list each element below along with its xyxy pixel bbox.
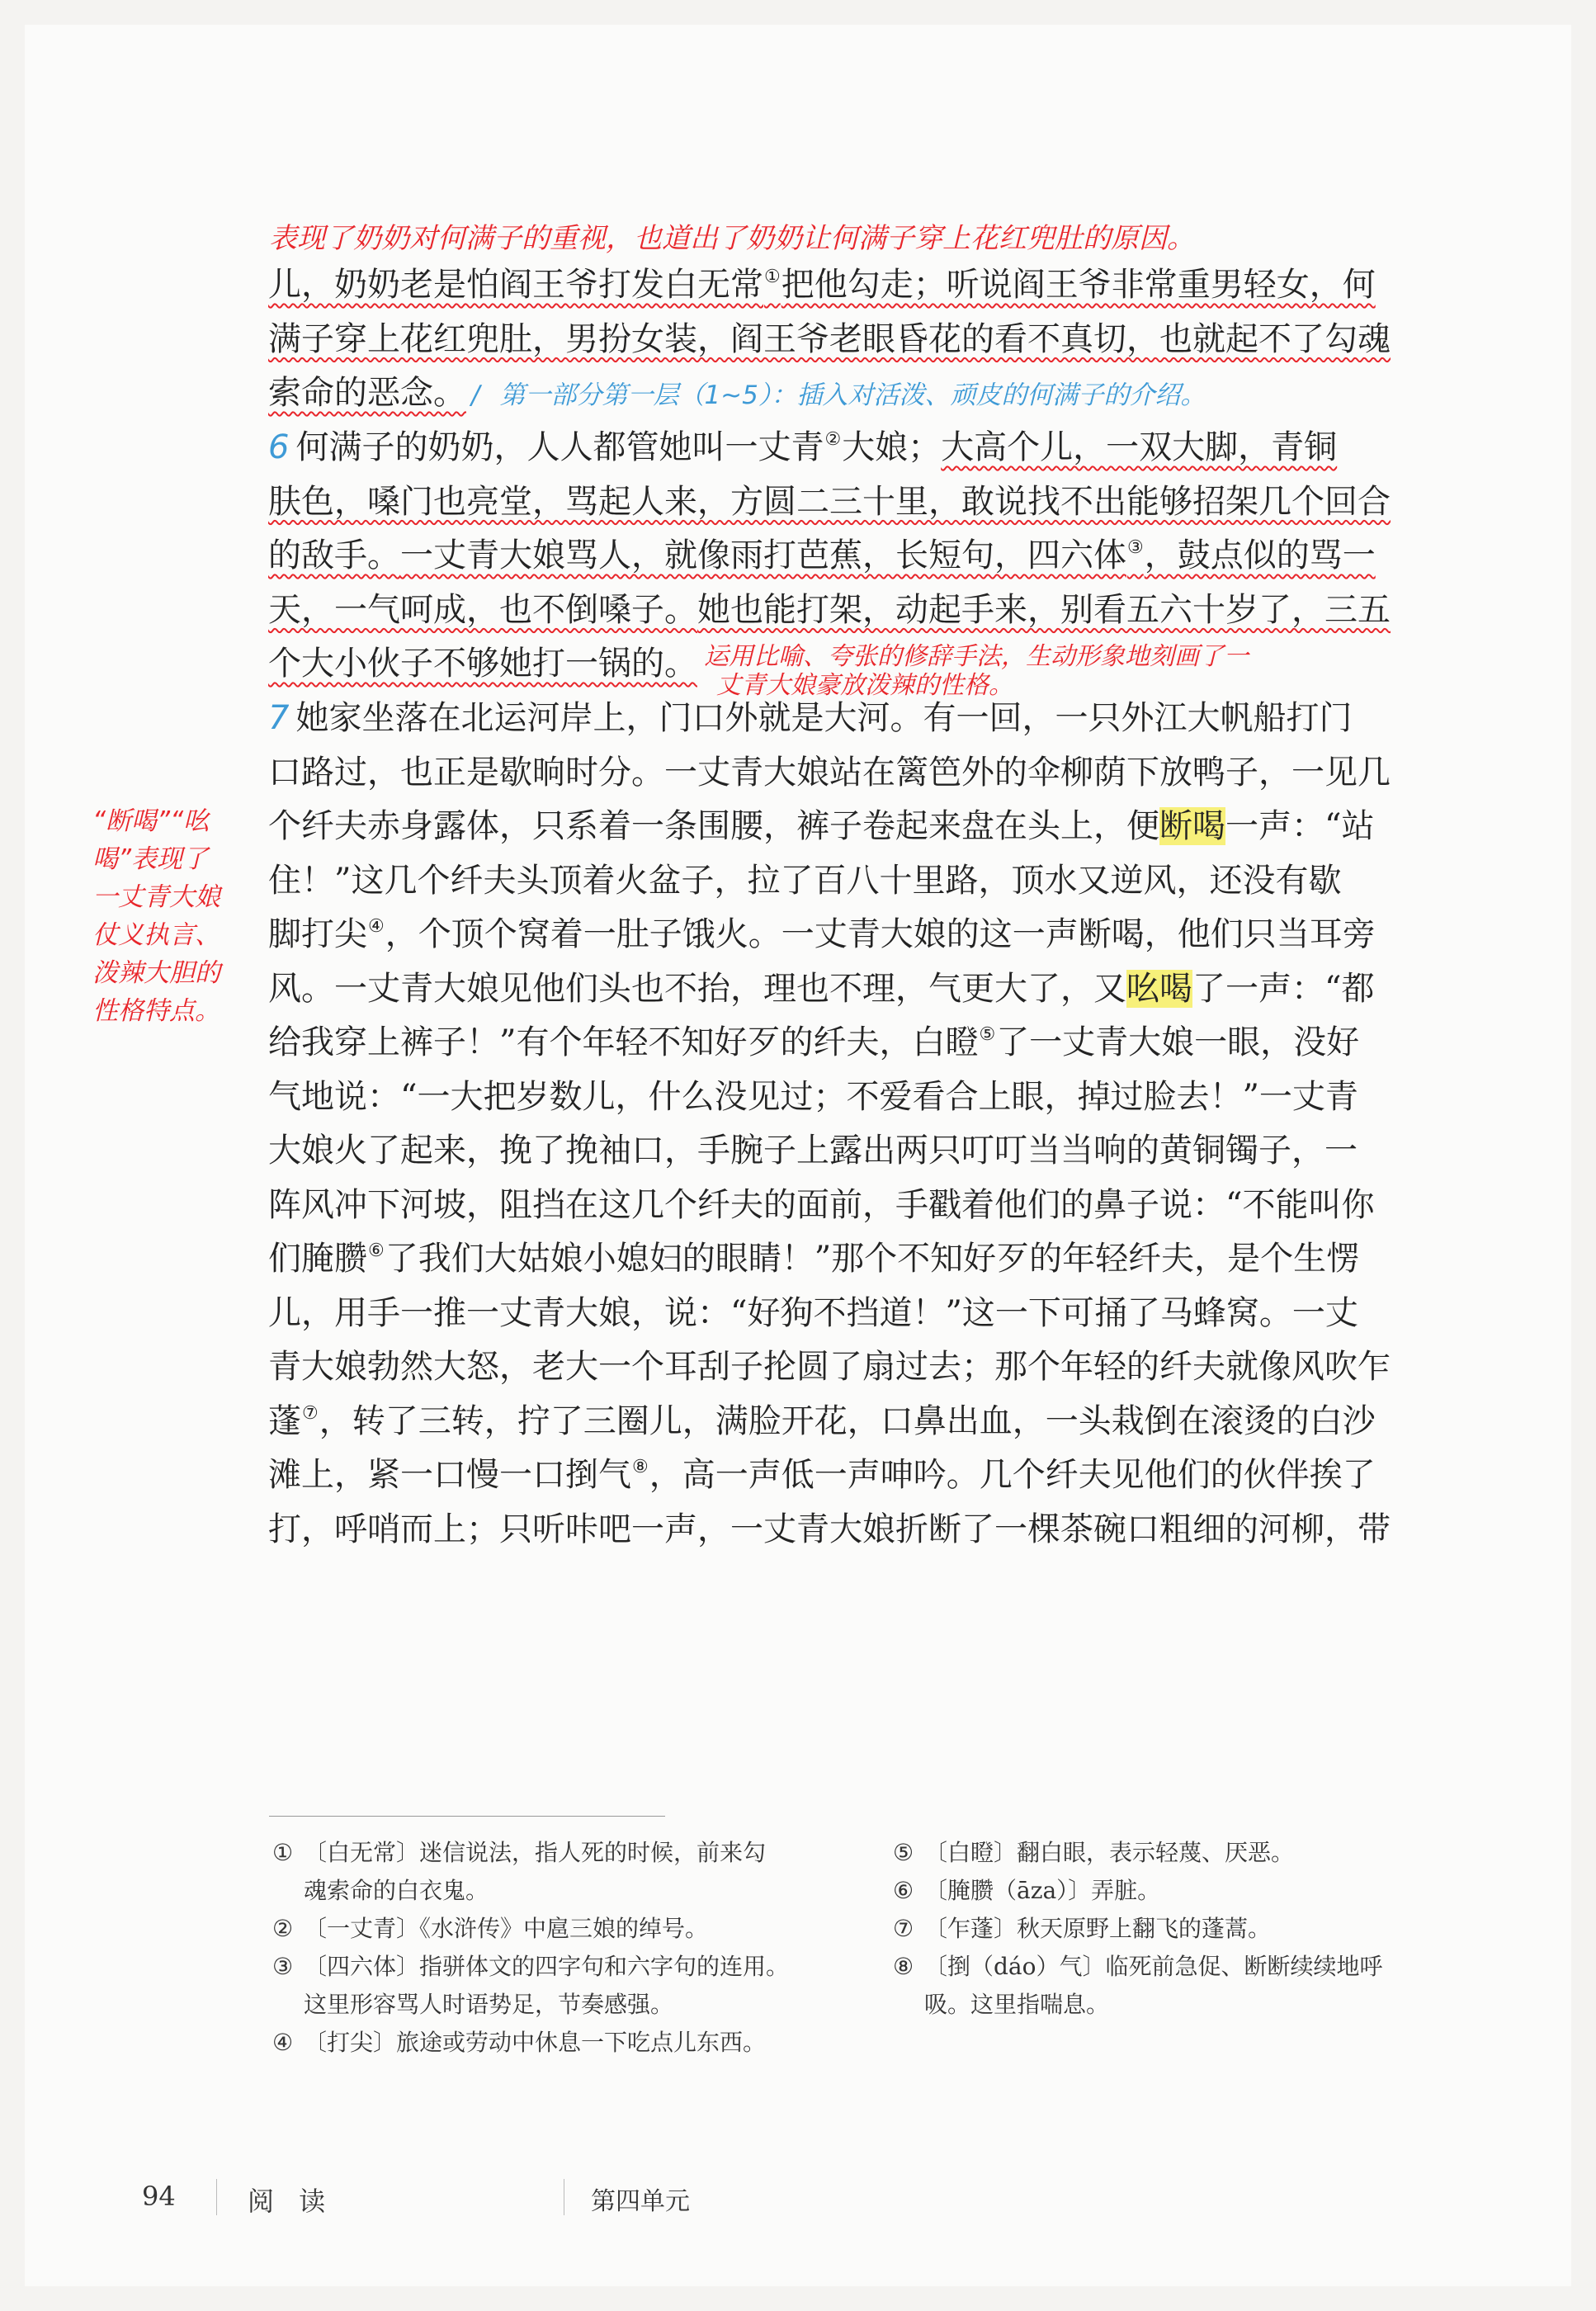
footnotes-left <box>272 1834 866 2062</box>
footnotes-right <box>893 1834 1471 2024</box>
footnote-8: ⑧ 〔捯（dáo）气〕临死前急促、断断续续地呼 吸。这里指喘息。 <box>893 1953 1383 2018</box>
highlight-yaohe: 吆喝 <box>1126 969 1192 1008</box>
footnote-5: ⑤ 〔白瞪〕翻白眼，表示轻蔑、厌恶。 <box>893 1839 1295 1866</box>
part-summary-annotation: 第一部分第一层（1~5）：插入对活泼、顽皮的何满子的介绍。 <box>499 380 1206 410</box>
paragraph-number: 6 <box>268 428 290 466</box>
paragraph-5: 儿，奶奶老是怕阎王爷打发白无常①把他勾走；听说阎王爷非常重男轻女，何 满子穿上花红兜肚，男扮女装，阎王爷老眼昏花的看不真切，也就起不了勾魂 索命的恶念。 / 第一部分第一层（1~5）：插入对活泼、顽皮的何满子的介绍。 <box>268 266 1391 412</box>
page-number: 94 <box>142 2181 176 2212</box>
rhetoric-annotation: 运用比喻、夸张的修辞手法，生动形象地刻画了一 <box>704 642 1249 671</box>
footnote-7: ⑦ 〔乍蓬〕秋天原野上翻飞的蓬蒿。 <box>893 1915 1272 1942</box>
footnote-divider <box>269 1816 665 1817</box>
section-label: 阅 读 <box>248 2186 334 2217</box>
rhetoric-annotation-continued: 丈青大娘豪放泼辣的性格。 <box>716 671 1013 700</box>
top-annotation: 表现了奶奶对何满子的重视，也道出了奶奶让何满子穿上花红兜肚的原因。 <box>269 222 1195 255</box>
footnote-6: ⑥ 〔腌臜（āza）〕弄脏。 <box>893 1877 1161 1904</box>
paragraph-number: 7 <box>268 699 290 737</box>
paragraph-6: 6 何满子的奶奶，人人都管她叫一丈青②大娘；大高个儿，一双大脚，青铜 肤色，嗓门也亮堂，骂起人来，方圆二三十里，敢说找不出能够招架几个回合 的敌手。一丈青大娘骂人，就像雨打芭蕉，长短句，四六体③，鼓点似的骂一 天，一气呵成，也不倒嗓子。她也能打架，动起手来，别看五六十岁了，三五 个大小伙子不够她打一锅的。 $^{运用比喻、夸张的修辞手法,生动形象地刻画了一}$ <box>268 428 1391 683</box>
footnote-4: ④ 〔打尖〕旅途或劳动中休息一下吃点儿东西。 <box>272 2029 767 2056</box>
footer-separator <box>216 2179 217 2215</box>
unit-label: 第四单元 <box>591 2187 690 2216</box>
paragraph-7: 7 她家坐落在北运河岸上，门口外就是大河。有一回，一只外江大帆船打门 口路过，也正是歇晌时分。一丈青大娘站在篱笆外的伞柳荫下放鸭子，一见几 个纤夫赤身露体，只系着一条围腰，裤子卷起来盘在头上，便断喝一声：“站 住！”这几个纤夫头顶着火盆子，拉了百八十里路，顶水又逆风，还没有歇 脚打尖④，个顶个窝着一肚子饿火。一丈青大娘的这一声断喝，他们只当耳旁 风。一丈青大娘见他们头也不抬，理也不理，气更大了，又吆喝了一声：“都 给我穿上裤子！”有个年轻不知好歹的纤夫，白瞪⑤了一丈青大娘一眼，没好 气地说：“一大把岁数儿，什么没见过；不爱看合上眼，掉过脸去！”一丈青 大娘火了起来，挽了挽袖口，手腕子上露出两只叮叮当当响的黄铜镯子，一 阵风冲下河坡，阻挡在这几个纤夫的面前，手戳着他们的鼻子说：“不能叫你 们腌臜⑥了我们大姑娘小媳妇的眼睛！”那个不知好歹的年轻纤夫，是个生愣 儿，用手一推一丈青大娘，说：“好狗不挡道！”这一下可捅了马蜂窝。一丈 青大娘勃然大怒，老大一个耳刮子抡圆了扇过去；那个年轻的纤夫就像风吹乍 蓬⑦，转了三转，拧了三圈儿，满脸开花，口鼻出血，一头栽倒在滚烫的白沙 滩上，紧一口慢一口捯气⑧，高一声低一声呻吟。几个纤夫见他们的伙伴挨了 打，呼哨而上；只听咔吧一声，一丈青大娘折断了一棵茶碗口粗细的河柳，带 <box>268 699 1391 1548</box>
side-annotation: “断喝”“吆 喝”表现了 一丈青大娘 仗义执言、 泼辣大胆的 性格特点。 <box>92 806 220 1026</box>
footnote-2: ② 〔一丈青〕《水浒传》中扈三娘的绰号。 <box>272 1915 709 1942</box>
footnote-1: ① 〔白无常〕迷信说法，指人死的时候，前来勾 魂索命的白衣鬼。 <box>272 1839 767 1904</box>
highlight-duanhe: 断喝 <box>1159 807 1225 845</box>
footnote-3: ③ 〔四六体〕指骈体文的四字句和六字句的连用。 这里形容骂人时语势足，节奏感强。 <box>272 1953 790 2018</box>
